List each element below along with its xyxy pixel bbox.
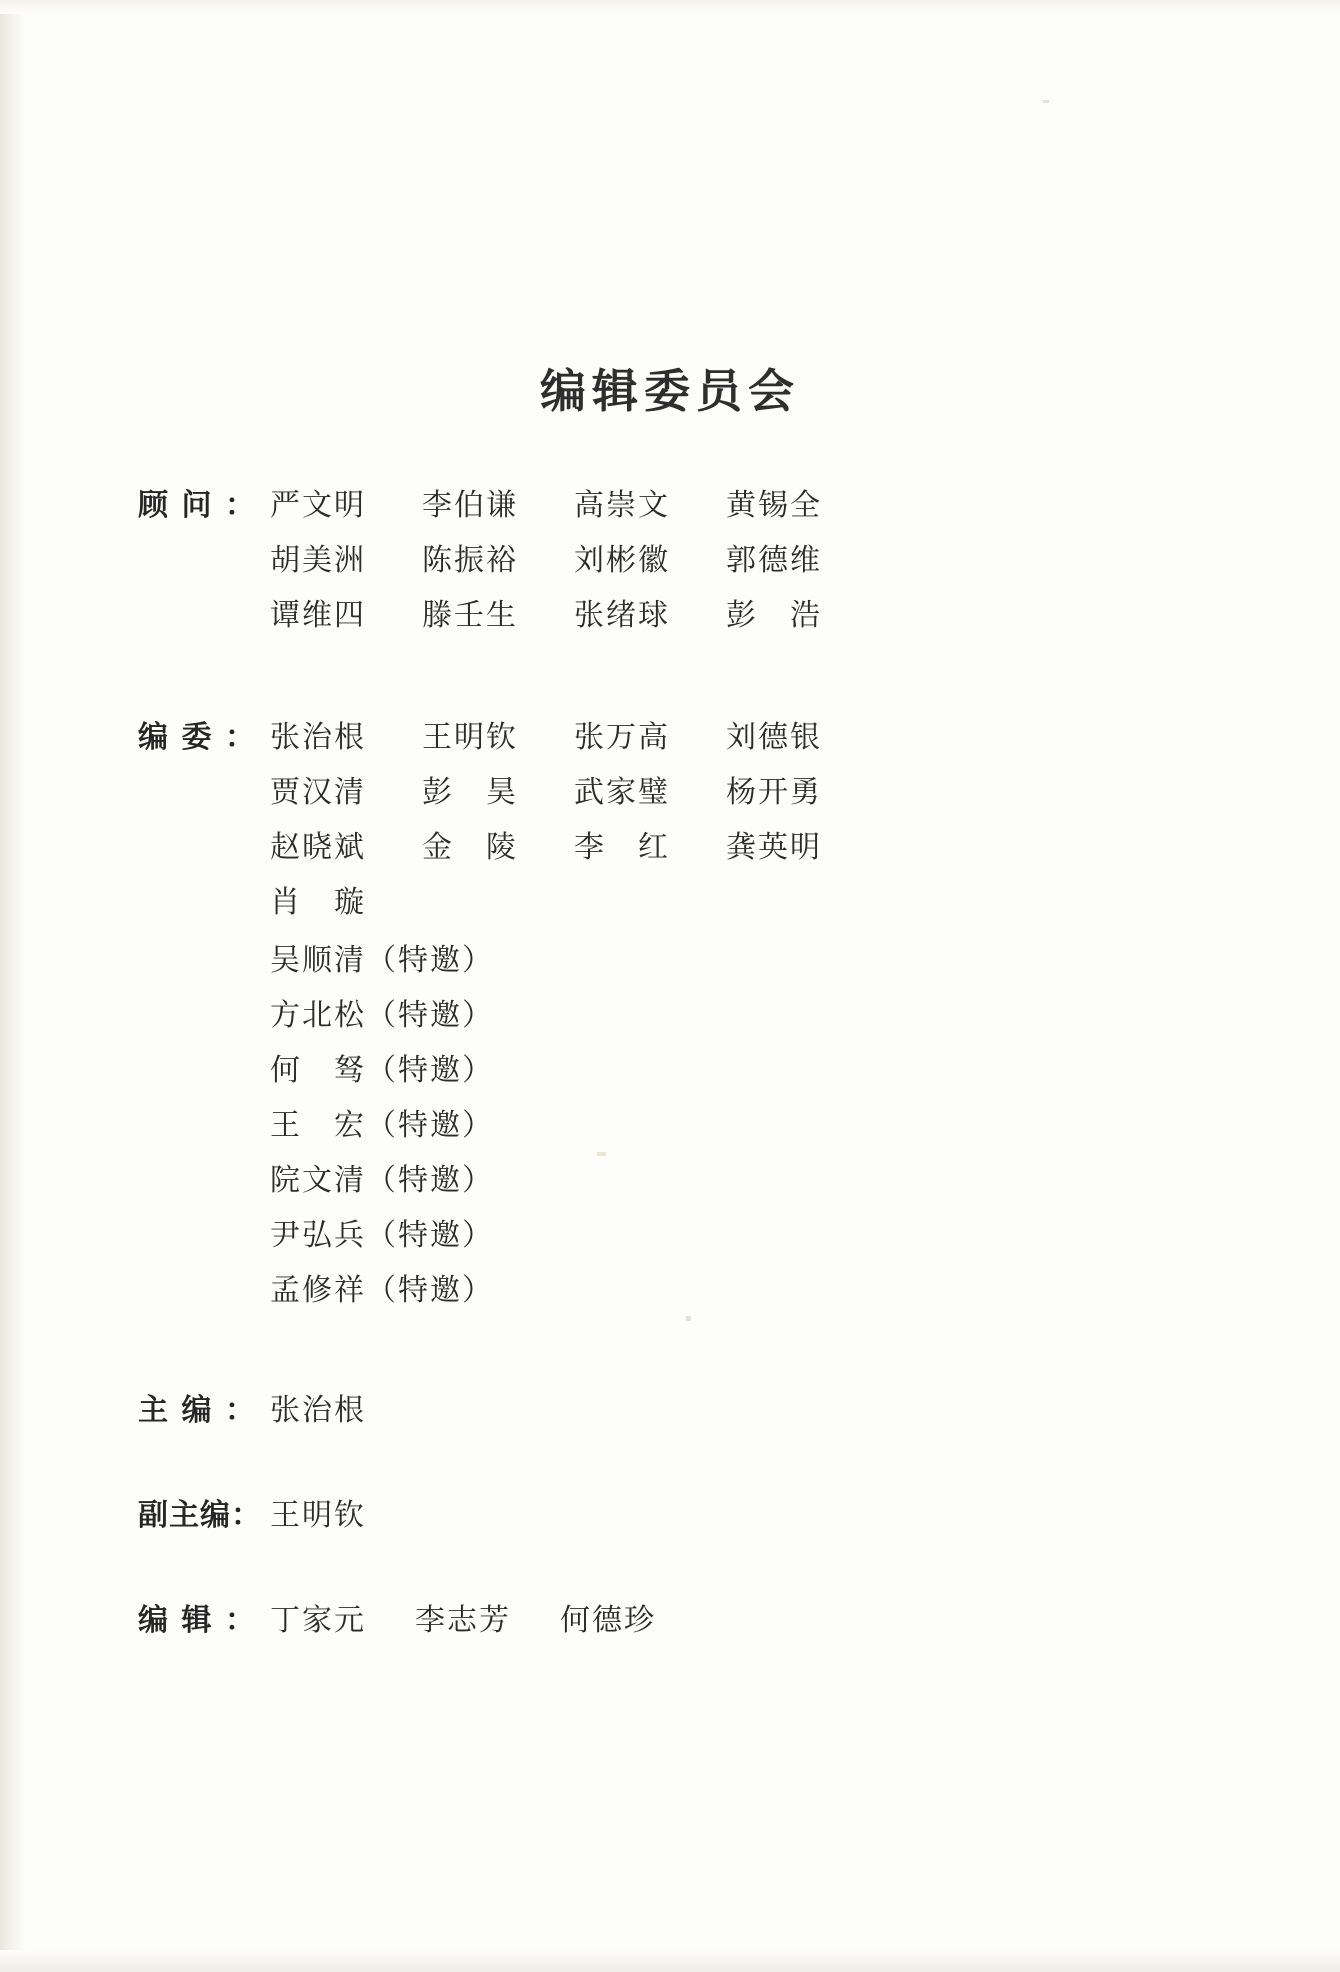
section-label-editors: 编 辑 ： [138, 1595, 270, 1639]
advisor-name: 黄锡全 [726, 488, 822, 523]
label-char: 问 [181, 488, 213, 523]
label-char: 辑 [181, 1603, 213, 1638]
advisor-name: 李伯谦 [422, 488, 518, 523]
invited-member-name: 吴顺清（特邀） [270, 943, 494, 978]
label-char: 顾 [138, 488, 169, 523]
name-row [270, 712, 1238, 756]
editor-name: 李志芳 [415, 1603, 511, 1638]
advisor-name-list [270, 480, 1238, 634]
chief-editor-name: 张治根 [270, 1393, 366, 1428]
board-member-name: 肖 璇 [270, 885, 366, 920]
deputy-editor-name: 王明钦 [270, 1498, 366, 1533]
board-member-name: 龚英明 [726, 830, 822, 865]
advisor-name: 郭德维 [726, 543, 822, 578]
section-editorial-board [138, 712, 1238, 1309]
invited-member-name: 王 宏（特邀） [270, 1108, 494, 1143]
board-member-name: 李 红 [574, 830, 670, 865]
name-row-invited [270, 1210, 1238, 1254]
name-row-invited [270, 1100, 1238, 1144]
name-row-invited [270, 935, 1238, 979]
advisor-name: 滕壬生 [422, 598, 518, 633]
advisor-name: 彭 浩 [726, 598, 822, 633]
invited-member-name: 何 驽（特邀） [270, 1053, 494, 1088]
invited-member-name: 方北松（特邀） [270, 998, 494, 1033]
board-member-name: 刘德银 [726, 720, 822, 755]
board-member-name: 贾汉清 [270, 775, 366, 810]
board-member-name: 武家璧 [574, 775, 670, 810]
invited-member-name: 院文清（特邀） [270, 1163, 494, 1198]
name-row [270, 535, 1238, 579]
editor-name-list [270, 1595, 705, 1639]
board-member-name: 赵晓斌 [270, 830, 366, 865]
advisor-name: 陈振裕 [422, 543, 518, 578]
advisor-name: 严文明 [270, 488, 366, 523]
advisor-name: 谭维四 [270, 598, 366, 633]
editor-name: 何德珍 [560, 1603, 656, 1638]
name-row-invited [270, 1265, 1238, 1309]
invited-member-name: 尹弘兵（特邀） [270, 1218, 494, 1253]
name-row [270, 480, 1238, 524]
section-chief-editor [138, 1385, 1238, 1429]
section-label-advisors: 顾 问 ： [138, 480, 270, 524]
name-row [270, 877, 1238, 921]
name-row [270, 822, 1238, 866]
editor-name: 丁家元 [270, 1603, 366, 1638]
label-char: 编 [138, 720, 169, 755]
board-member-name: 金 陵 [422, 830, 518, 865]
label-char: 编 [138, 1603, 169, 1638]
label-char: 主 [138, 1393, 169, 1428]
advisor-name: 高崇文 [574, 488, 670, 523]
invited-member-name: 孟修祥（特邀） [270, 1273, 494, 1308]
section-editors [138, 1595, 1238, 1639]
board-member-name: 张万高 [574, 720, 670, 755]
section-label-editorial-board: 编 委 ： [138, 712, 270, 756]
board-member-name: 彭 昊 [422, 775, 518, 810]
section-advisors [138, 480, 1238, 634]
name-row-invited [270, 1155, 1238, 1199]
section-label-deputy-editor: 副主编： [138, 1498, 262, 1533]
page-title: 编辑委员会 [540, 364, 800, 418]
name-row-invited [270, 990, 1238, 1034]
board-member-name: 杨开勇 [726, 775, 822, 810]
board-member-name: 王明钦 [422, 720, 518, 755]
board-member-name: 张治根 [270, 720, 366, 755]
advisor-name: 胡美洲 [270, 543, 366, 578]
section-label-chief-editor: 主 编 ： [138, 1385, 270, 1429]
label-char: 编 [181, 1393, 213, 1428]
name-row [270, 590, 1238, 634]
label-char: 委 [181, 720, 213, 755]
name-row-invited [270, 1045, 1238, 1089]
label-char: 副主编 [138, 1498, 231, 1533]
name-row [270, 767, 1238, 811]
board-name-list [270, 712, 1238, 1309]
advisor-name: 刘彬徽 [574, 543, 670, 578]
advisor-name: 张绪球 [574, 598, 670, 633]
section-deputy-editor [138, 1490, 1238, 1534]
